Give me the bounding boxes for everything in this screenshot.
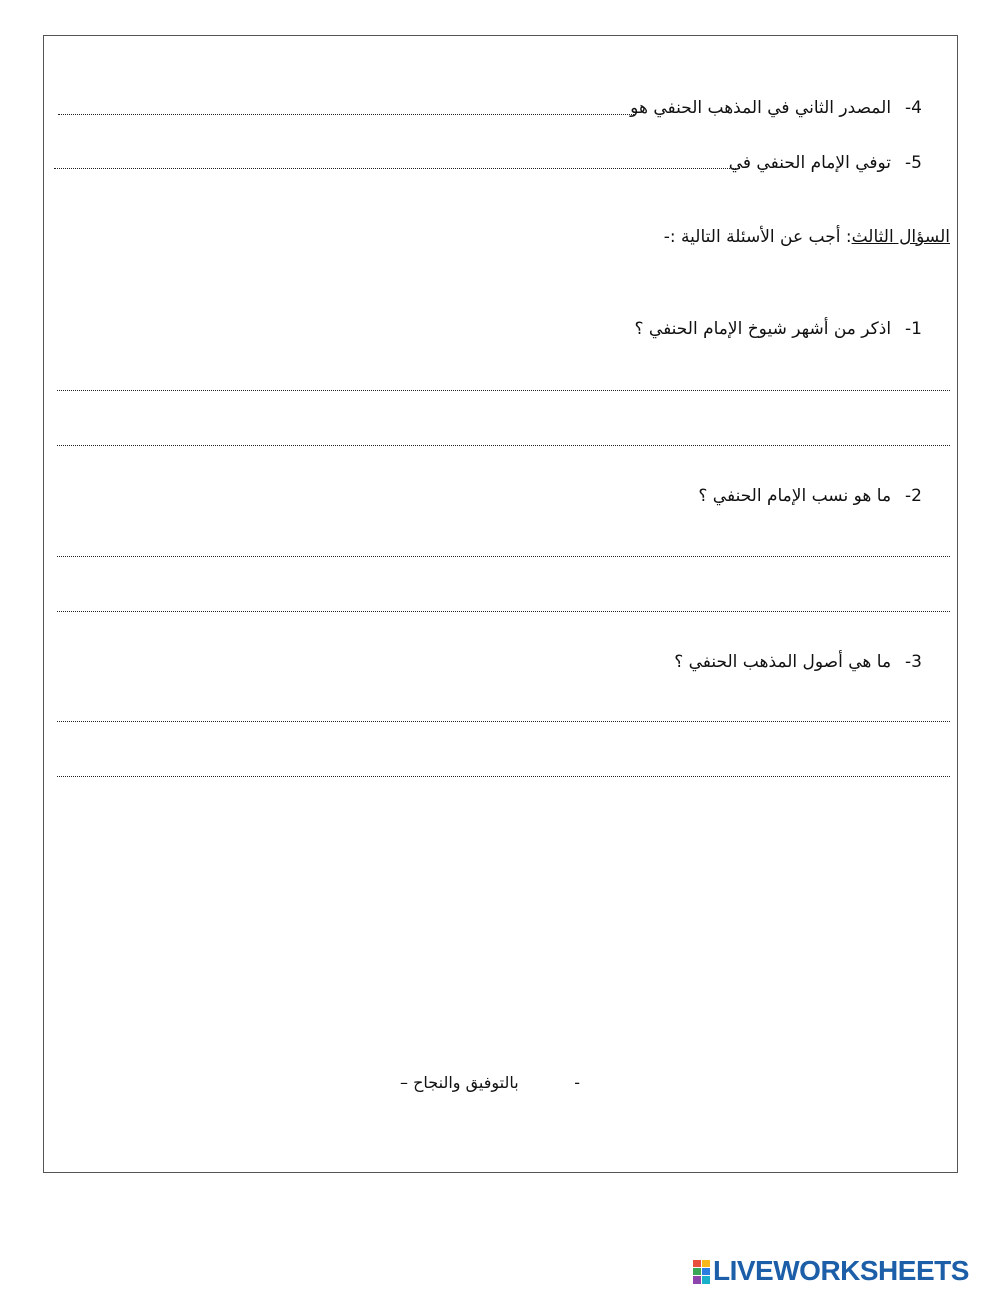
- answer-line-1b[interactable]: [57, 445, 950, 446]
- answer-line-3b[interactable]: [57, 776, 950, 777]
- open-question-2-number: -2: [905, 486, 922, 506]
- open-question-1: [634, 318, 922, 340]
- closing-text: بالتوفيق والنجاح –: [400, 1073, 519, 1092]
- open-question-3: [674, 651, 922, 673]
- section-instruction: : أجب عن الأسئلة التالية :-: [663, 227, 852, 247]
- question-5-answer-field[interactable]: [54, 168, 740, 169]
- question-4-number: -4: [905, 98, 922, 118]
- liveworksheets-wordmark: LIVEWORKSHEETS: [713, 1255, 969, 1286]
- open-question-3-text: ما هي أصول المذهب الحنفي ؟: [674, 652, 892, 672]
- logo-square: [693, 1268, 701, 1275]
- answer-line-2a[interactable]: [57, 556, 950, 557]
- open-question-2-text: ما هو نسب الإمام الحنفي ؟: [698, 486, 892, 506]
- question-4: [630, 97, 922, 119]
- answer-line-2b[interactable]: [57, 611, 950, 612]
- section-title: السؤال الثالث: [851, 227, 950, 247]
- logo-square: [693, 1276, 701, 1284]
- closing-dash: -: [574, 1073, 580, 1092]
- question-4-text: المصدر الثاني في المذهب الحنفي هو: [630, 98, 892, 118]
- open-question-1-number: -1: [905, 319, 922, 339]
- open-question-1-text: اذكر من أشهر شيوخ الإمام الحنفي ؟: [634, 319, 892, 339]
- logo-square: [702, 1260, 710, 1267]
- answer-line-3a[interactable]: [57, 721, 950, 722]
- open-question-3-number: -3: [905, 652, 922, 672]
- logo-square: [702, 1268, 710, 1275]
- answer-line-1a[interactable]: [57, 390, 950, 391]
- question-4-answer-field[interactable]: [58, 114, 636, 115]
- worksheet-page: [43, 35, 958, 1173]
- open-question-2: [698, 485, 922, 507]
- question-5-text: توفي الإمام الحنفي في: [728, 153, 892, 173]
- question-5-number: -5: [905, 153, 922, 173]
- logo-square: [702, 1276, 710, 1284]
- question-5: [729, 152, 922, 174]
- section-heading: [664, 226, 950, 248]
- liveworksheets-logo: [693, 1256, 969, 1286]
- closing-wish: [400, 1073, 580, 1092]
- liveworksheets-logo-icon: [693, 1260, 709, 1282]
- logo-square: [693, 1260, 701, 1267]
